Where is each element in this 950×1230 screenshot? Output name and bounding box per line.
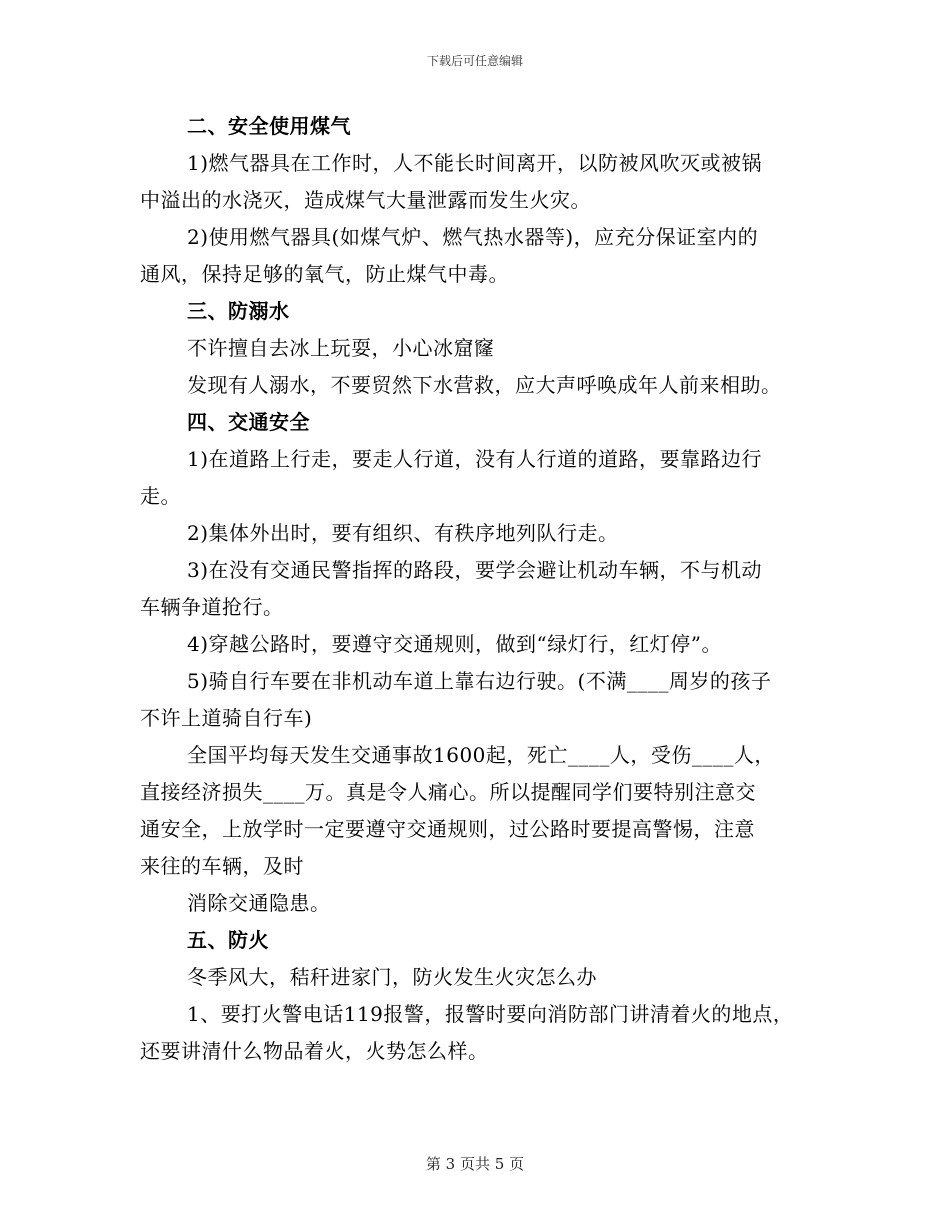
page-header: 下载后可任意编辑	[426, 54, 523, 68]
paragraph-line: 1)在道路上行走，要走人行道，没有人行道的道路，要靠路边行	[187, 447, 763, 471]
paragraph-line: 3)在没有交通民警指挥的路段，要学会避让机动车辆，不与机动	[187, 558, 763, 582]
document-body	[140, 108, 820, 1070]
paragraph-line: 1、要打火警电话119报警，报警时要向消防部门讲清着火的地点，	[187, 1002, 794, 1026]
page-footer: 第 3 页共 5 页	[425, 1155, 525, 1173]
paragraph-line: 2)集体外出时，要有组织、有秩序地列队行走。	[187, 521, 619, 545]
section-heading-drowning: 三、防溺水	[187, 299, 290, 323]
paragraph-line: 1)燃气器具在工作时，人不能长时间离开，以防被风吹灭或被锅	[187, 151, 763, 175]
paragraph-line: 来往的车辆，及时	[140, 854, 304, 878]
paragraph-line: 2)使用燃气器具(如煤气炉、燃气热水器等)，应充分保证室内的	[187, 225, 759, 249]
paragraph-line: 4)穿越公路时，要遵守交通规则，做到“绿灯行，红灯停”。	[187, 632, 722, 656]
paragraph-line: 中溢出的水浇灭，造成煤气大量泄露而发生火灾。	[140, 188, 591, 212]
paragraph-line: 不许上道骑自行车)	[140, 706, 313, 730]
section-heading-gas: 二、安全使用煤气	[187, 114, 351, 138]
paragraph-line: 通安全，上放学时一定要遵守交通规则，过公路时要提高警惕，注意	[140, 817, 755, 841]
section-heading-traffic: 四、交通安全	[187, 410, 310, 434]
section-heading-fire: 五、防火	[187, 928, 269, 952]
paragraph-line: 还要讲清什么物品着火，火势怎么样。	[140, 1039, 489, 1063]
paragraph-line: 发现有人溺水，不要贸然下水营救，应大声呼唤成年人前来相助。	[187, 373, 782, 397]
paragraph-line: 车辆争道抢行。	[140, 595, 284, 619]
paragraph-line: 走。	[140, 484, 181, 508]
paragraph-line: 不许擅自去冰上玩耍，小心冰窟窿	[187, 336, 495, 360]
paragraph-line: 冬季风大，秸秆进家门，防火发生火灾怎么办	[187, 965, 597, 989]
paragraph-line: 消除交通隐患。	[187, 891, 331, 915]
paragraph-line: 通风，保持足够的氧气，防止煤气中毒。	[140, 262, 509, 286]
paragraph-line: 直接经济损失____万。真是令人痛心。所以提醒同学们要特别注意交	[140, 780, 756, 804]
paragraph-line: 全国平均每天发生交通事故1600起，死亡____人，受伤____人，	[187, 743, 775, 767]
paragraph-line: 5)骑自行车要在非机动车道上靠右边行驶。(不满____周岁的孩子	[187, 669, 772, 693]
